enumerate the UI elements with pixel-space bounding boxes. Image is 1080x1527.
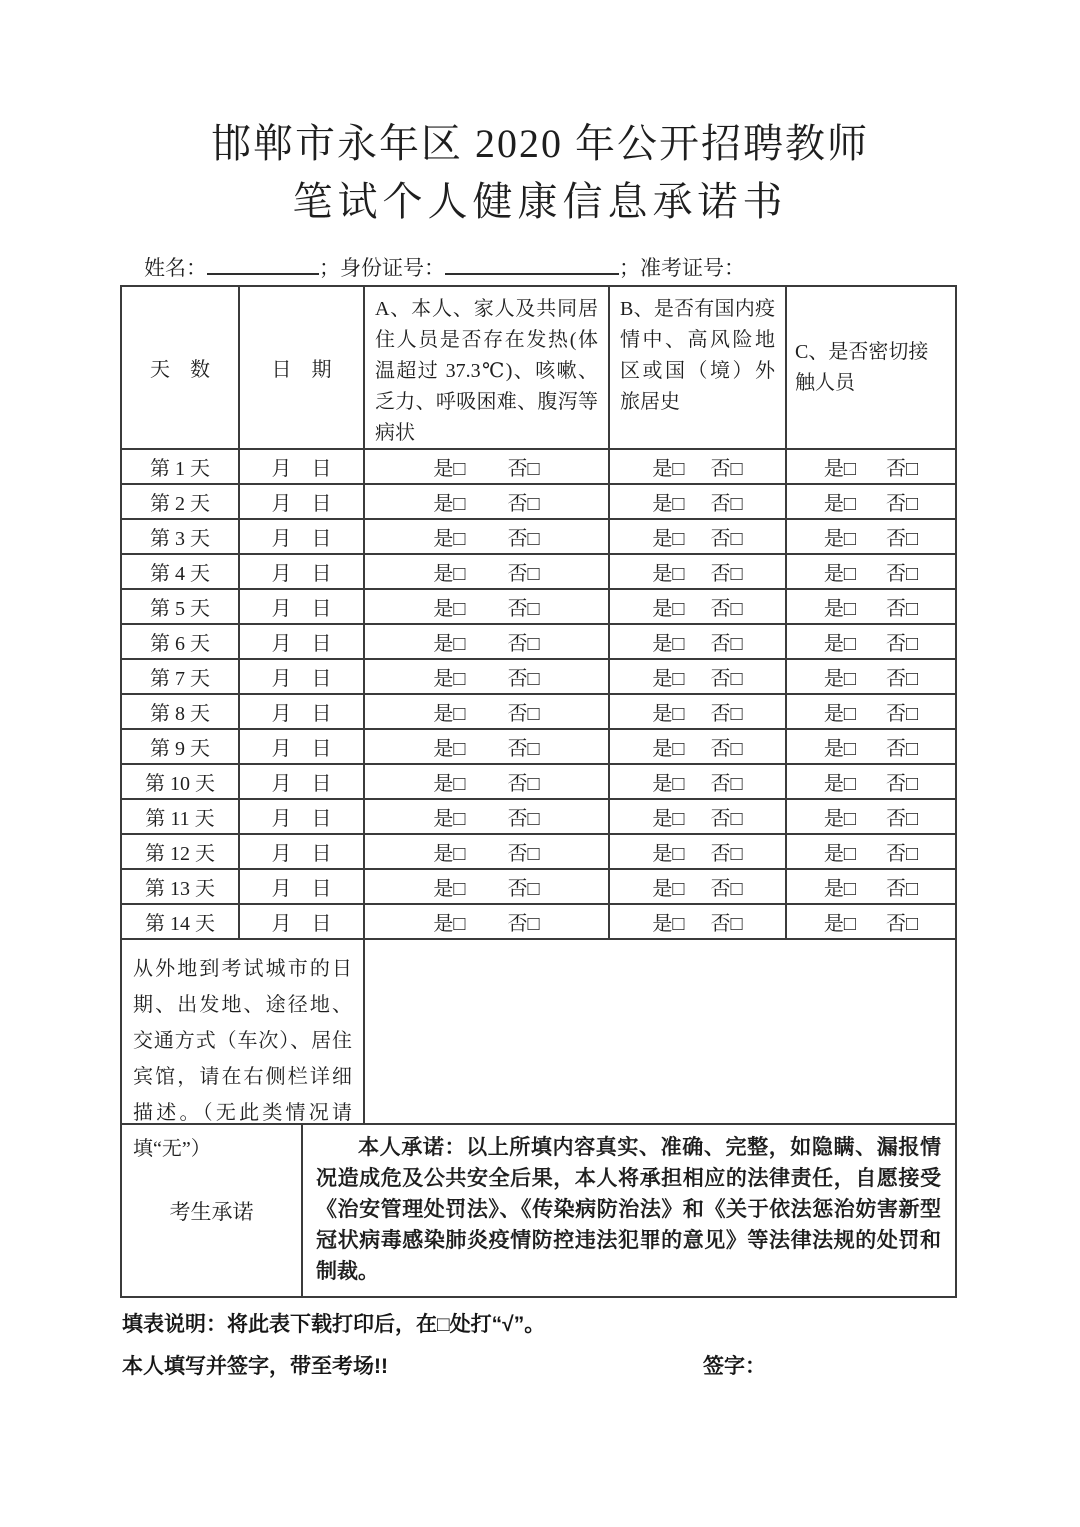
no-checkbox[interactable]: 否□ [886,563,919,585]
no-checkbox[interactable]: 否□ [507,563,540,585]
yes-checkbox[interactable]: 是□ [652,738,685,760]
no-checkbox[interactable]: 否□ [886,668,919,690]
yes-checkbox[interactable]: 是□ [823,633,856,655]
question-c-cell [787,590,955,625]
date-cell[interactable]: 月 日 [240,485,365,520]
question-a-cell [365,870,610,905]
no-checkbox[interactable]: 否□ [710,913,743,935]
yes-checkbox[interactable]: 是□ [652,668,685,690]
no-checkbox[interactable]: 否□ [507,598,540,620]
no-checkbox[interactable]: 否□ [886,808,919,830]
yes-checkbox[interactable]: 是□ [652,493,685,515]
yes-checkbox[interactable]: 是□ [823,773,856,795]
no-checkbox[interactable]: 否□ [507,878,540,900]
yes-checkbox[interactable]: 是□ [433,598,466,620]
no-checkbox[interactable]: 否□ [507,493,540,515]
day-rows [122,450,955,940]
pledge-row [122,1125,955,1296]
date-cell[interactable]: 月 日 [240,450,365,485]
question-b-cell [610,905,787,940]
day-row [122,450,955,485]
question-b-cell [610,625,787,660]
day-cell: 第 10 天 [122,765,240,800]
question-c-cell [787,800,955,835]
question-a-cell [365,905,610,940]
question-c-cell [787,870,955,905]
ticket-number-label: ；准考证号： [619,256,745,280]
day-cell: 第 7 天 [122,660,240,695]
no-checkbox[interactable]: 否□ [710,808,743,830]
no-checkbox[interactable]: 否□ [886,913,919,935]
yes-checkbox[interactable]: 是□ [652,703,685,725]
day-row [122,800,955,835]
day-cell: 第 12 天 [122,835,240,870]
date-cell[interactable]: 月 日 [240,835,365,870]
travel-description-area[interactable] [365,940,955,1125]
date-cell[interactable]: 月 日 [240,520,365,555]
no-checkbox[interactable]: 否□ [886,738,919,760]
question-b-cell [610,765,787,800]
yes-checkbox[interactable]: 是□ [823,458,856,480]
yes-checkbox[interactable]: 是□ [433,878,466,900]
health-table [120,285,957,1298]
no-checkbox[interactable]: 否□ [507,808,540,830]
yes-checkbox[interactable]: 是□ [433,563,466,585]
day-cell: 第 2 天 [122,485,240,520]
question-b-cell [610,485,787,520]
no-checkbox[interactable]: 否□ [710,668,743,690]
yes-checkbox[interactable]: 是□ [823,808,856,830]
question-a-cell [365,625,610,660]
yes-checkbox[interactable]: 是□ [433,528,466,550]
question-a-cell [365,765,610,800]
day-cell: 第 3 天 [122,520,240,555]
no-checkbox[interactable]: 否□ [710,738,743,760]
day-row [122,520,955,555]
question-b-cell [610,555,787,590]
day-row [122,905,955,940]
no-checkbox[interactable]: 否□ [710,598,743,620]
question-c-cell [787,555,955,590]
question-b-cell [610,835,787,870]
question-b-cell [610,520,787,555]
day-cell: 第 5 天 [122,590,240,625]
header-question-b: B、是否有国内疫情中、高风险地区或国（境）外旅居史 [610,287,787,450]
date-cell[interactable]: 月 日 [240,625,365,660]
no-checkbox[interactable]: 否□ [710,633,743,655]
no-checkbox[interactable]: 否□ [710,458,743,480]
day-cell: 第 8 天 [122,695,240,730]
yes-checkbox[interactable]: 是□ [652,458,685,480]
signature-label: 签字： [703,1355,766,1378]
pledge-label: 考生承诺 [122,1125,303,1296]
question-c-cell [787,835,955,870]
question-a-cell [365,660,610,695]
table-header-row [122,287,955,450]
header-date: 日 期 [240,287,365,450]
name-label: 姓名： [144,256,207,280]
date-cell[interactable]: 月 日 [240,660,365,695]
date-cell[interactable]: 月 日 [240,905,365,940]
question-a-cell [365,730,610,765]
day-row [122,870,955,905]
day-row [122,555,955,590]
question-b-cell [610,800,787,835]
yes-checkbox[interactable]: 是□ [652,878,685,900]
date-cell[interactable]: 月 日 [240,590,365,625]
date-cell[interactable]: 月 日 [240,765,365,800]
yes-checkbox[interactable]: 是□ [652,773,685,795]
day-row [122,485,955,520]
no-checkbox[interactable]: 否□ [710,493,743,515]
day-row [122,730,955,765]
day-cell: 第 14 天 [122,905,240,940]
date-cell[interactable]: 月 日 [240,555,365,590]
question-c-cell [787,730,955,765]
day-row [122,765,955,800]
day-cell: 第 4 天 [122,555,240,590]
yes-checkbox[interactable]: 是□ [823,703,856,725]
no-checkbox[interactable]: 否□ [710,843,743,865]
no-checkbox[interactable]: 否□ [886,843,919,865]
no-checkbox[interactable]: 否□ [710,563,743,585]
date-cell[interactable]: 月 日 [240,730,365,765]
no-checkbox[interactable]: 否□ [886,773,919,795]
form-title-line1: 邯郸市永年区 2020 年公开招聘教师 [211,121,869,166]
no-checkbox[interactable]: 否□ [710,703,743,725]
yes-checkbox[interactable]: 是□ [823,598,856,620]
travel-instructions: 从外地到考试城市的日期、出发地、途径地、交通方式（车次）、居住宾馆，请在右侧栏详细描述。（无此类情况请填“无”） [122,940,365,1125]
question-b-cell [610,660,787,695]
yes-checkbox[interactable]: 是□ [823,878,856,900]
yes-checkbox[interactable]: 是□ [433,808,466,830]
no-checkbox[interactable]: 否□ [886,598,919,620]
date-cell[interactable]: 月 日 [240,800,365,835]
day-row [122,625,955,660]
yes-checkbox[interactable]: 是□ [652,563,685,585]
identity-fields [144,252,745,282]
yes-checkbox[interactable]: 是□ [433,668,466,690]
yes-checkbox[interactable]: 是□ [823,563,856,585]
yes-checkbox[interactable]: 是□ [433,633,466,655]
question-a-cell [365,485,610,520]
header-days: 天 数 [122,287,240,450]
note-bring-to-exam: 本人填写并签字，带至考场!! [122,1355,388,1378]
yes-checkbox[interactable]: 是□ [652,843,685,865]
no-checkbox[interactable]: 否□ [507,633,540,655]
no-checkbox[interactable]: 否□ [886,703,919,725]
yes-checkbox[interactable]: 是□ [652,598,685,620]
no-checkbox[interactable]: 否□ [507,528,540,550]
no-checkbox[interactable]: 否□ [507,458,540,480]
no-checkbox[interactable]: 否□ [507,703,540,725]
day-cell: 第 6 天 [122,625,240,660]
yes-checkbox[interactable]: 是□ [823,843,856,865]
form-title-line2: 笔试个人健康信息承诺书 [292,179,788,224]
yes-checkbox[interactable]: 是□ [652,808,685,830]
no-checkbox[interactable]: 否□ [507,668,540,690]
yes-checkbox[interactable]: 是□ [652,913,685,935]
no-checkbox[interactable]: 否□ [507,913,540,935]
yes-checkbox[interactable]: 是□ [433,458,466,480]
question-c-cell [787,765,955,800]
day-cell: 第 1 天 [122,450,240,485]
header-question-c: C、是否密切接触人员 [787,287,955,450]
header-question-a: A、本人、家人及共同居住人员是否存在发热(体温超过 37.3℃)、咳嗽、乏力、呼吸困难、腹泻等病状 [365,287,610,450]
question-a-cell [365,835,610,870]
question-c-cell [787,905,955,940]
question-b-cell [610,730,787,765]
question-b-cell [610,450,787,485]
question-b-cell [610,590,787,625]
yes-checkbox[interactable]: 是□ [823,668,856,690]
day-cell: 第 13 天 [122,870,240,905]
day-cell: 第 11 天 [122,800,240,835]
no-checkbox[interactable]: 否□ [507,843,540,865]
no-checkbox[interactable]: 否□ [710,878,743,900]
date-cell[interactable]: 月 日 [240,870,365,905]
day-row [122,660,955,695]
question-b-cell [610,870,787,905]
day-row [122,590,955,625]
question-a-cell [365,695,610,730]
no-checkbox[interactable]: 否□ [886,633,919,655]
question-a-cell [365,450,610,485]
question-a-cell [365,590,610,625]
yes-checkbox[interactable]: 是□ [652,633,685,655]
date-cell[interactable]: 月 日 [240,695,365,730]
no-checkbox[interactable]: 否□ [710,773,743,795]
name-blank[interactable] [207,271,319,275]
yes-checkbox[interactable]: 是□ [823,493,856,515]
yes-checkbox[interactable]: 是□ [433,913,466,935]
yes-checkbox[interactable]: 是□ [652,528,685,550]
yes-checkbox[interactable]: 是□ [433,773,466,795]
id-number-label: ；身份证号： [319,256,445,280]
note-fill-instructions: 填表说明：将此表下载打印后，在□处打“√”。 [122,1313,546,1336]
id-number-blank[interactable] [445,271,619,275]
day-cell: 第 9 天 [122,730,240,765]
no-checkbox[interactable]: 否□ [886,493,919,515]
day-row [122,835,955,870]
yes-checkbox[interactable]: 是□ [433,738,466,760]
yes-checkbox[interactable]: 是□ [823,528,856,550]
question-c-cell [787,450,955,485]
question-c-cell [787,520,955,555]
no-checkbox[interactable]: 否□ [886,878,919,900]
question-c-cell [787,625,955,660]
no-checkbox[interactable]: 否□ [710,528,743,550]
yes-checkbox[interactable]: 是□ [433,493,466,515]
no-checkbox[interactable]: 否□ [507,773,540,795]
question-c-cell [787,485,955,520]
day-row [122,695,955,730]
yes-checkbox[interactable]: 是□ [823,913,856,935]
yes-checkbox[interactable]: 是□ [433,703,466,725]
question-a-cell [365,555,610,590]
question-c-cell [787,660,955,695]
no-checkbox[interactable]: 否□ [507,738,540,760]
no-checkbox[interactable]: 否□ [886,528,919,550]
pledge-text: 本人承诺：以上所填内容真实、准确、完整，如隐瞒、漏报情况造成危及公共安全后果，本人将承担相应的法律责任，自愿接受《治安管理处罚法》、《传染病防治法》和《关于依法惩治妨害新型冠状病毒感染肺炎疫情防控违法犯罪的意见》等法律法规的处罚和制裁。 [316,1135,941,1283]
travel-row [122,940,955,1160]
no-checkbox[interactable]: 否□ [886,458,919,480]
yes-checkbox[interactable]: 是□ [433,843,466,865]
question-a-cell [365,520,610,555]
yes-checkbox[interactable]: 是□ [823,738,856,760]
question-b-cell [610,695,787,730]
question-a-cell [365,800,610,835]
question-c-cell [787,695,955,730]
